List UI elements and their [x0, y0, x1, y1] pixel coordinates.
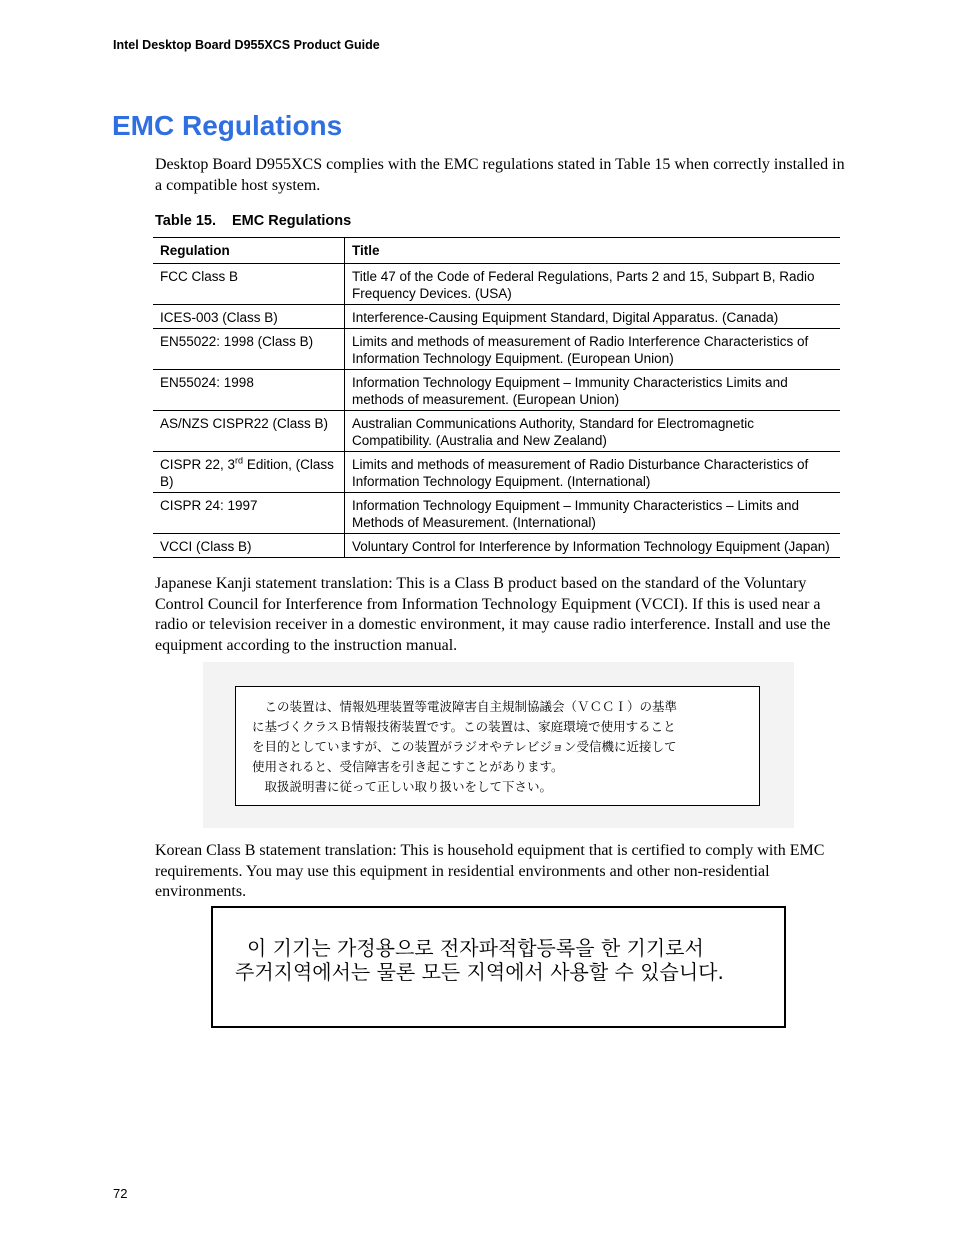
regulation-cell: [153, 452, 345, 493]
title-cell: Information Technology Equipment – Immunity Characteristics – Limits and Methods of Measurement. (International): [345, 493, 841, 534]
intro-paragraph: Desktop Board D955XCS complies with the EMC regulations stated in Table 15 when correctly installed in a compatible host system.: [155, 156, 845, 194]
korean-translation-paragraph: Korean Class B statement translation: This is household equipment that is certified to comply with EMC requirements. You may use this equipment in residential environments and other non-residential environments.: [155, 842, 825, 900]
regulation-cell: CISPR 24: 1997: [153, 493, 345, 534]
japanese-statement-line: に基づくクラスＢ情報技術装置です。この装置は、家庭環境で使用すること: [252, 719, 676, 734]
table-caption-number: Table 15.: [155, 213, 216, 229]
page-number: 72: [113, 1186, 128, 1201]
table-caption-title: EMC Regulations: [231, 213, 352, 229]
emc-regulations-table: [153, 237, 840, 558]
running-header: Intel Desktop Board D955XCS Product Guide: [113, 38, 380, 52]
japanese-statement-line: 使用されると、受信障害を引き起こすことがあります。: [252, 759, 564, 774]
column-header-regulation: Regulation: [153, 238, 345, 264]
regulation-cell: VCCI (Class B): [153, 534, 345, 558]
japanese-statement-line: 取扱説明書に従って正しい取り扱いをして下さい。: [252, 779, 553, 794]
table-row: [153, 370, 840, 411]
regulation-ordinal-suffix: rd: [235, 455, 244, 466]
japanese-statement-line: この装置は、情報処理装置等電波障害自主規制協議会（ＶＣＣＩ）の基準: [252, 699, 678, 714]
title-cell: Limits and methods of measurement of Radio Disturbance Characteristics of Information Technology Equipment. (International): [345, 452, 841, 493]
title-cell: Information Technology Equipment – Immunity Characteristics Limits and methods of measurement. (European Union): [345, 370, 841, 411]
table-row: [153, 305, 840, 329]
regulation-cell: ICES-003 (Class B): [153, 305, 345, 329]
title-cell: Limits and methods of measurement of Radio Interference Characteristics of Information Technology Equipment. (European Union): [345, 329, 841, 370]
regulation-text-pre: CISPR 22, 3: [160, 457, 236, 472]
korean-statement-box: [211, 906, 786, 1028]
regulation-cell: EN55024: 1998: [153, 370, 345, 411]
table-row: [153, 452, 840, 493]
japanese-statement-box: [235, 686, 760, 806]
table-row: [153, 264, 840, 305]
table-caption: [155, 213, 351, 229]
table-row: [153, 329, 840, 370]
page-title: EMC Regulations: [112, 110, 343, 141]
title-cell: Australian Communications Authority, Standard for Electromagnetic Compatibility. (Australia and New Zealand): [345, 411, 841, 452]
japanese-statement-line: を目的としていますが、この装置がラジオやテレビジョン受信機に近接して: [252, 739, 677, 754]
table-row: [153, 493, 840, 534]
regulation-cell: FCC Class B: [153, 264, 345, 305]
title-cell: Title 47 of the Code of Federal Regulations, Parts 2 and 15, Subpart B, Radio Frequency Devices. (USA): [345, 264, 841, 305]
column-header-title: Title: [345, 238, 841, 264]
japanese-translation-paragraph: Japanese Kanji statement translation: This is a Class B product based on the standard of the Voluntary Control Council for Interference from Information Technology Equipment (VCCI). If this is used near a radio or television receiver in a domestic environment, it may cause radio interference. Install and use the equipment according to the instruction manual.: [155, 575, 831, 654]
korean-statement-line: 주거지역에서는 물론 모든 지역에서 사용할 수 있습니다.: [235, 960, 724, 984]
title-cell: Interference-Causing Equipment Standard, Digital Apparatus. (Canada): [345, 305, 841, 329]
table-row: [153, 411, 840, 452]
regulation-text-post: Edition, (Class B): [160, 457, 334, 489]
table-header-row: [153, 238, 840, 264]
japanese-statement-figure: [203, 662, 794, 828]
table-row: [153, 534, 840, 558]
regulation-cell: EN55022: 1998 (Class B): [153, 329, 345, 370]
title-cell: Voluntary Control for Interference by Information Technology Equipment (Japan): [345, 534, 841, 558]
regulation-cell: AS/NZS CISPR22 (Class B): [153, 411, 345, 452]
korean-statement-line: 이 기기는 가정용으로 전자파적합등록을 한 기기로서: [247, 936, 704, 960]
